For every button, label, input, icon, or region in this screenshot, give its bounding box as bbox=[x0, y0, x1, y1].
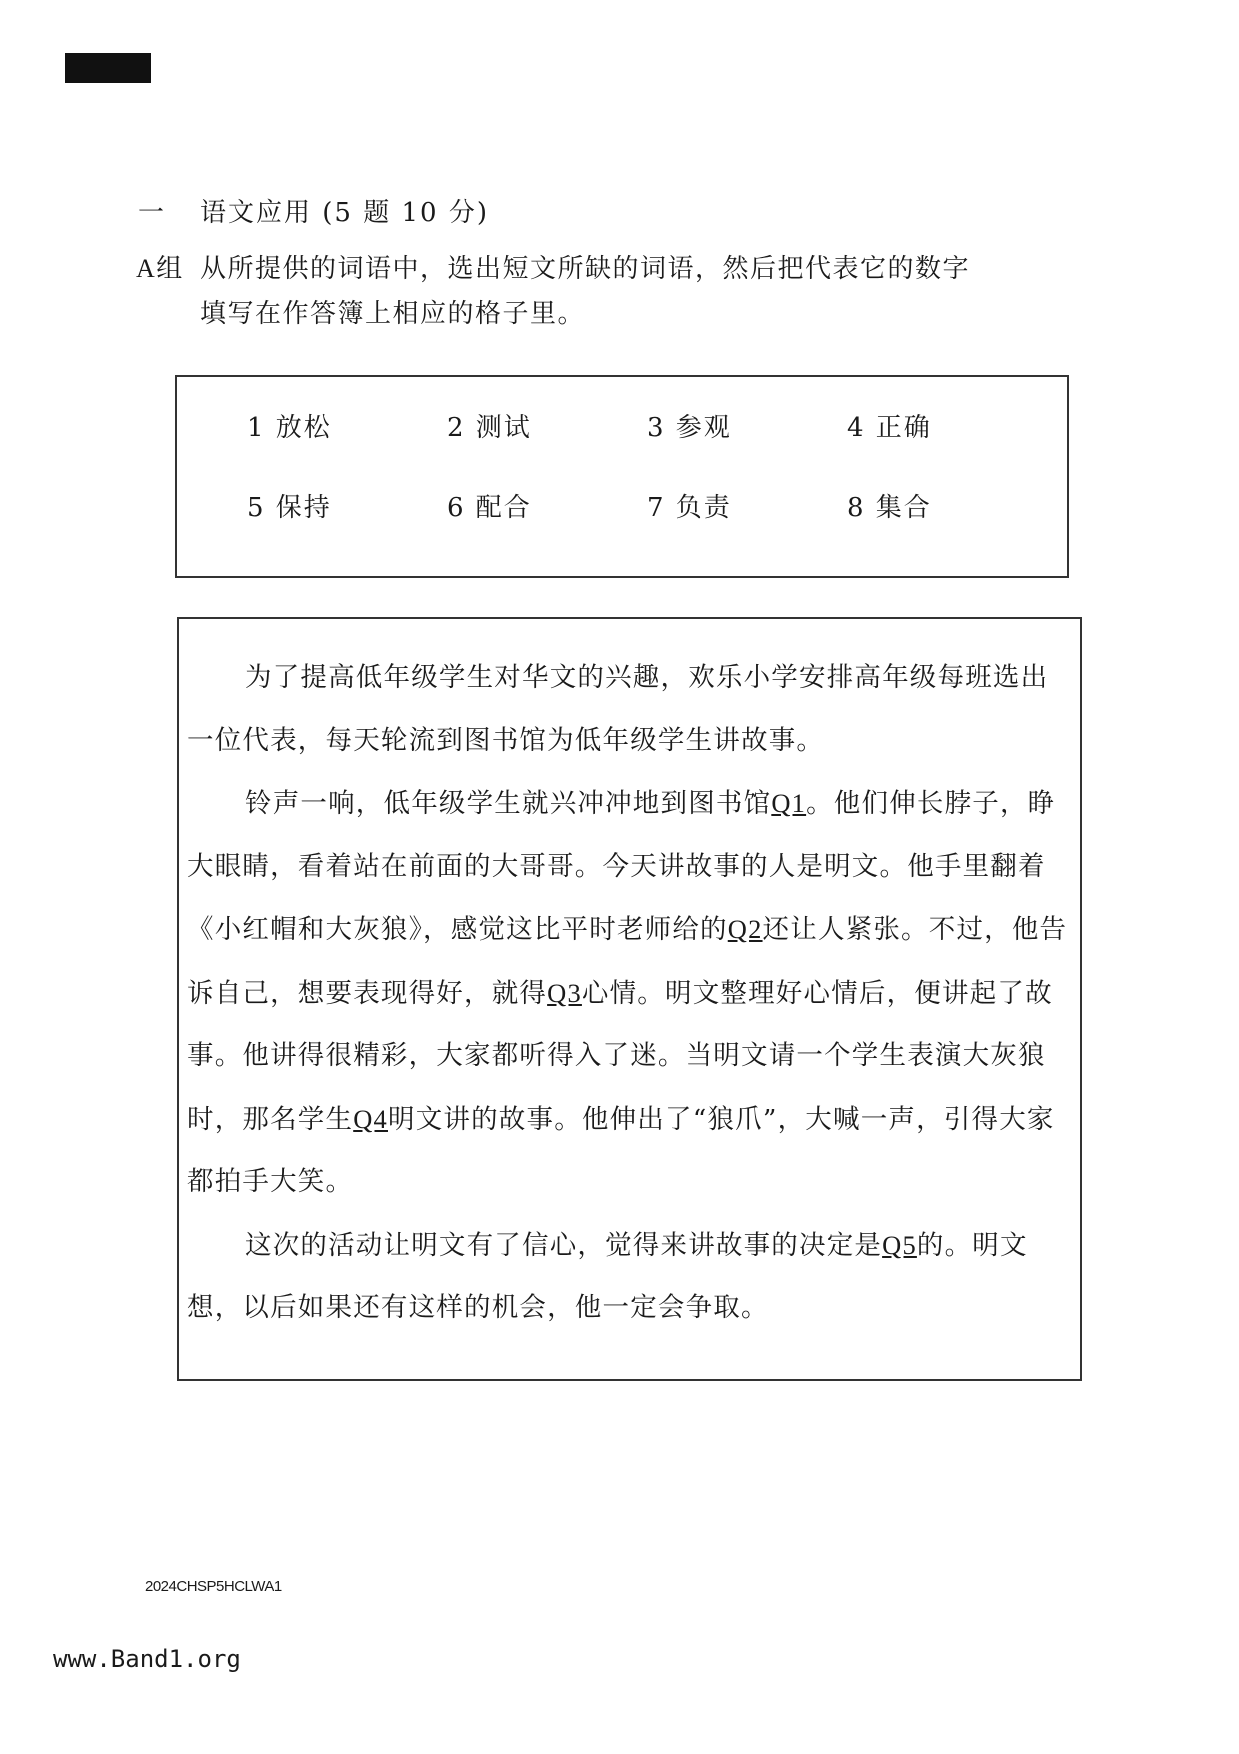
passage-paragraph-1: 为了提高低年级学生对华文的兴趣，欢乐小学安排高年级每班选出一位代表，每天轮流到图书馆为低年级学生讲故事。 bbox=[187, 662, 1049, 756]
passage-paragraph-2 bbox=[187, 772, 1068, 1214]
section-title-text: 语文应用 (5 题 10 分) bbox=[200, 198, 489, 228]
word-option: 5 保持 bbox=[247, 493, 332, 523]
word-option: 3 参观 bbox=[647, 413, 732, 443]
word-option: 1 放松 bbox=[247, 413, 332, 443]
word-bank-box bbox=[175, 375, 1069, 578]
blank-q3: Q3 bbox=[547, 977, 582, 1008]
watermark-url: www.Band1.org bbox=[53, 1645, 241, 1673]
paper-code: 2024CHSP5HCLWA1 bbox=[145, 1578, 282, 1595]
passage-text: 明文讲的故事。他伸出了“狼爪”，大喊一声，引得大家都拍手大笑。 bbox=[187, 1103, 1055, 1197]
instruction-line-2: 填写在作答簿上相应的格子里。 bbox=[200, 299, 586, 329]
word-option: 7 负责 bbox=[647, 493, 732, 523]
redacted-label bbox=[65, 53, 151, 83]
word-option: 2 测试 bbox=[447, 413, 532, 443]
word-option: 8 集合 bbox=[847, 493, 932, 523]
word-option: 4 正确 bbox=[847, 413, 932, 443]
instruction bbox=[136, 246, 1036, 337]
blank-q2: Q2 bbox=[727, 914, 763, 944]
section-title bbox=[138, 192, 489, 229]
passage-text: 还让人紧张。不过，他告诉自己，想要表现得好，就得 bbox=[187, 914, 1068, 1009]
blank-q1: Q1 bbox=[771, 788, 807, 818]
blank-q4: Q4 bbox=[353, 1103, 388, 1134]
passage-box bbox=[177, 617, 1082, 1381]
passage-text: 这次的活动让明文有了信心，觉得来讲故事的决定是 bbox=[245, 1229, 883, 1261]
passage-text: 的。明文想，以后如果还有这样的机会，他一定会争取。 bbox=[187, 1229, 1028, 1323]
passage-text: 心情。明文整理好心情后，便讲起了故事。他讲得很精彩，大家都听得入了迷。当明文请一个学生表演大灰狼时，那名学生 bbox=[187, 977, 1053, 1135]
passage-text: 铃声一响，低年级学生就兴冲冲地到图书馆 bbox=[245, 788, 772, 819]
blank-q5: Q5 bbox=[882, 1229, 917, 1260]
instruction-line-1: 从所提供的词语中，选出短文所缺的词语，然后把代表它的数字 bbox=[200, 254, 971, 284]
section-number: 一 bbox=[138, 198, 167, 228]
passage-paragraph-3 bbox=[187, 1214, 1068, 1340]
group-label: A组 bbox=[136, 254, 184, 283]
passage-text: 。他们伸长脖子，睁大眼睛，看着站在前面的大哥哥。今天讲故事的人是明文。他手里翻着《小红帽和大灰狼》，感觉这比平时老师给的 bbox=[187, 788, 1056, 945]
word-option: 6 配合 bbox=[447, 493, 532, 523]
